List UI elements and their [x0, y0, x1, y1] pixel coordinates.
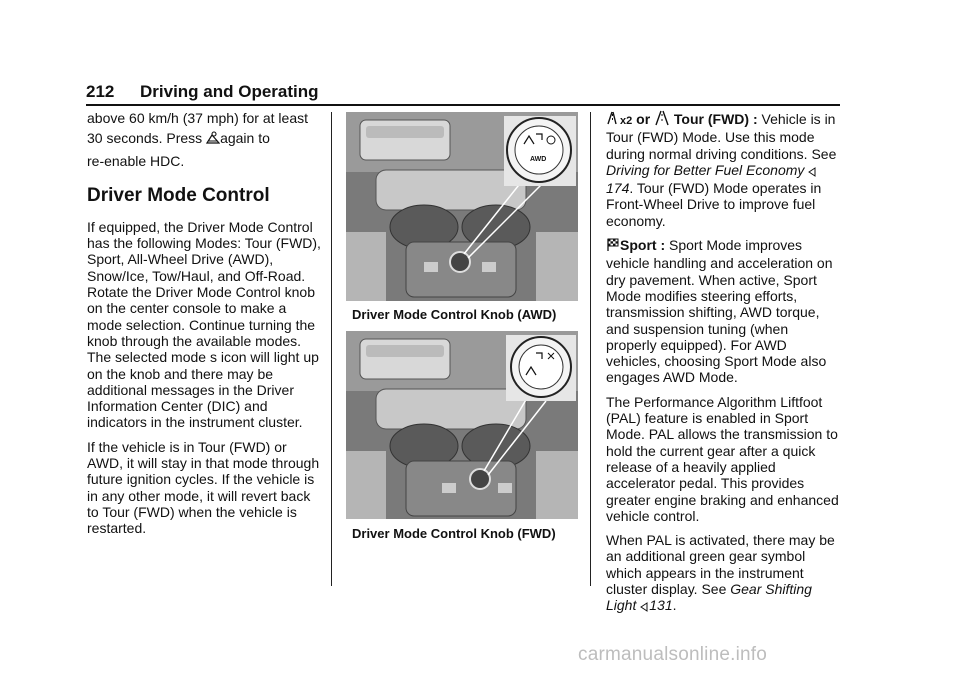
heading-driver-mode-control: Driver Mode Control: [87, 184, 270, 206]
tour-label: Tour (FWD) :: [673, 111, 758, 127]
paragraph-sport-mode: [606, 237, 842, 386]
hdc-line-2-end: again to: [220, 130, 270, 147]
link-gear-shifting-light[interactable]: Gear Shifting Light: [606, 581, 812, 614]
watermark: carmanualsonline.info: [578, 644, 768, 665]
sport-flag-icon: [606, 238, 620, 255]
page-header: [86, 82, 840, 104]
paragraph-mode-persistence: If the vehicle is in Tour (FWD) or AWD, it will stay in that mode through future ignition cycles. If the vehicle is in any other mode, it will revert back to Tour (FWD) when the vehicle is restarted.: [87, 438, 320, 537]
page-ref-icon: [640, 599, 649, 615]
page-ref-icon: [808, 164, 817, 180]
paragraph-tour-mode: x2 or Tour (FWD) : Vehicle is in Tour (FWD) Mode. Use this mode during normal driving conditions. See Driving for Better Fuel Economy 174. Tour (FWD) Mode operates in Front-Wheel Drive to improve fuel economy.: [606, 111, 837, 229]
figure-caption-awd: Driver Mode Control Knob (AWD): [352, 307, 557, 322]
sport-text: Sport Mode improves vehicle handling and acceleration on dry pavement. When active, Sport Mode modifies steering efforts, transmission shifting, AWD torque, and suspension tuning (when properly equipped). For AWD vehicles, choosing Sport Mode also engages AWD Mode.: [606, 237, 833, 386]
paragraph-pal-indicator: [606, 532, 842, 615]
figure-knob-awd: [346, 112, 578, 301]
page-number: 212: [86, 82, 115, 101]
paragraph-pal: The Performance Algorithm Liftfoot (PAL) feature is enabled in Sport Mode. PAL allows the transmission to hold the current gear after a quick release of a heavily applied accelerator pedal. This provides greater engine braking and enhanced vehicle control.: [606, 393, 839, 524]
paragraph-intro: If equipped, the Driver Mode Control has the following Modes: Tour (FWD), Sport, All-Wheel Drive (AWD), Snow/Ice, Tow/Haul, and Off-Road. Rotate the Driver Mode Control knob on the center console to make a mode selection. Continue turning the knob through the available modes. The selected mode s icon will light up on the knob and there may be additional messages in the Driver Information Center (DIC) and indicators in the instrument cluster.: [87, 218, 321, 431]
page-ref-174[interactable]: 174: [606, 180, 630, 197]
tour-text-2: . Tour (FWD) Mode operates in Front-Wheel Drive to improve fuel economy.: [606, 180, 822, 229]
hdc-line-2: [87, 130, 323, 148]
column-left: [87, 110, 323, 545]
sport-label: Sport :: [620, 237, 666, 254]
link-fuel-economy[interactable]: Driving for Better Fuel Economy: [606, 161, 805, 178]
column-right: [606, 110, 842, 624]
tour-road-icon: [654, 110, 670, 129]
hdc-line-3: re-enable HDC.: [87, 152, 185, 169]
tour-or-word: or: [636, 111, 651, 127]
column-divider-right: [590, 112, 591, 586]
hill-descent-icon: [206, 131, 220, 148]
hdc-line-2-start: 30 seconds. Press: [87, 130, 207, 147]
header-rule: [86, 104, 840, 106]
column-divider-left: [331, 112, 332, 586]
tour-x2-icon: [606, 110, 620, 129]
pal2-end: .: [672, 597, 677, 614]
hdc-line-1: above 60 km/h (37 mph) for at least: [87, 110, 308, 126]
figure-caption-fwd: Driver Mode Control Knob (FWD): [352, 526, 556, 541]
tour-text-1: Vehicle is in Tour (FWD) Mode. Use this mode during normal driving conditions. See: [606, 111, 837, 162]
page-ref-131[interactable]: 131: [649, 597, 673, 614]
section-title: Driving and Operating: [140, 82, 319, 101]
knob-awd-label: AWD: [530, 156, 547, 163]
figure-knob-fwd: [346, 331, 578, 519]
pal2-text: When PAL is activated, there may be an additional green gear symbol which appears in the instrument cluster display. See: [606, 532, 835, 598]
